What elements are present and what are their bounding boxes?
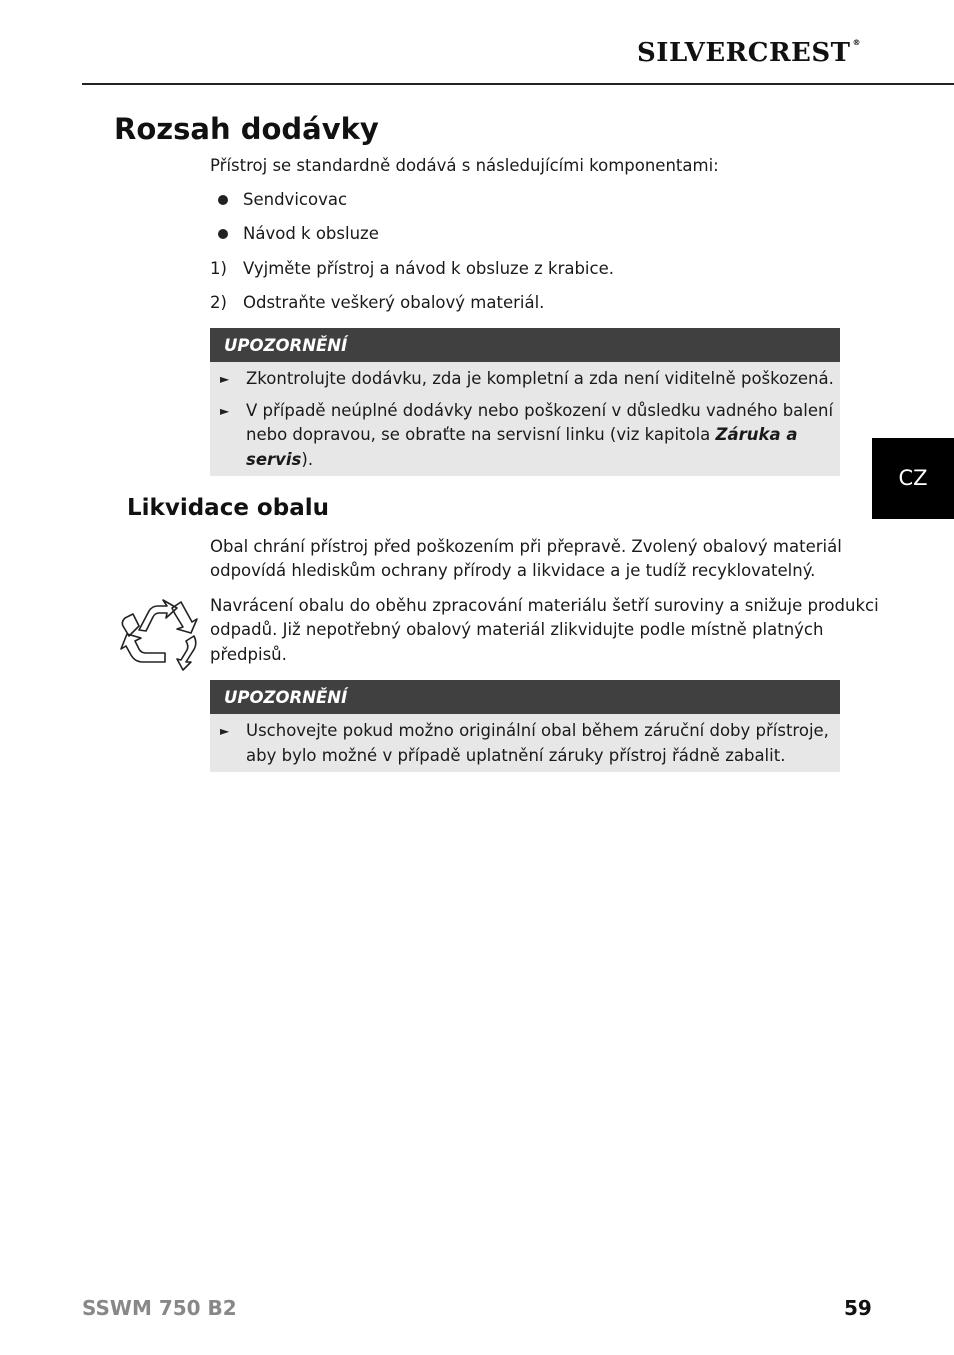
- language-tab: CZ: [872, 438, 954, 519]
- arrow-right-icon: ►: [220, 724, 230, 738]
- list-item: Sendvicovac: [243, 190, 348, 209]
- brand-name: SILVERCREST: [637, 38, 851, 68]
- packaging-paragraph: Navrácení obalu do oběhu zpracování materiálu šetří suroviny a snižuje produkci: [210, 596, 879, 615]
- list-item: Návod k obsluze: [243, 224, 379, 243]
- step-text: Odstraňte veškerý obalový materiál.: [243, 293, 545, 312]
- notice-item: [210, 399, 840, 473]
- registered-mark: ®: [852, 38, 861, 47]
- notice-text: Zkontrolujte dodávku, zda je kompletní a zda není viditelně poškozená.: [246, 369, 834, 388]
- step-number: 2): [210, 293, 227, 312]
- bullet-dot: [218, 229, 228, 239]
- notice-text: V případě neúplné dodávky nebo poškození v důsledku vadného balení: [246, 400, 834, 420]
- step-number: 1): [210, 259, 227, 278]
- notice-box: [210, 680, 840, 772]
- packaging-paragraph: odpadů. Již nepotřebný obalový materiál zlikvidujte podle místně platných: [210, 620, 824, 639]
- recycle-icon: [119, 596, 205, 674]
- packaging-paragraph: předpisů.: [210, 645, 287, 664]
- page-number: 59: [844, 1296, 872, 1320]
- notice-heading: UPOZORNĚNÍ: [210, 328, 840, 362]
- bullet-dot: [218, 195, 228, 205]
- chapter-reference: servis: [246, 449, 302, 469]
- notice-box: [210, 328, 840, 476]
- delivery-intro: Přístroj se standardně dodává s následujícími komponentami:: [210, 156, 719, 175]
- section-title-delivery: Rozsah dodávky: [114, 112, 379, 146]
- arrow-right-icon: ►: [220, 403, 230, 418]
- header-divider: [82, 83, 954, 85]
- chapter-reference: Záruka a: [715, 425, 798, 444]
- arrow-right-icon: ►: [220, 372, 230, 386]
- notice-text: Uschovejte pokud možno originální obal během záruční doby přístroje,: [246, 721, 829, 740]
- packaging-paragraph: Obal chrání přístroj před poškozením při přepravě. Zvolený obalový materiál: [210, 537, 842, 556]
- brand-logo: [637, 38, 861, 68]
- notice-item: [210, 719, 840, 768]
- notice-text: nebo dopravou, se obraťte na servisní linku (viz kapitola: [246, 425, 716, 444]
- notice-text: aby bylo možné v případě uplatnění záruky přístroj řádně zabalit.: [246, 745, 786, 765]
- footer-model: SSWM 750 B2: [82, 1296, 237, 1320]
- notice-item: [210, 367, 840, 392]
- notice-heading: UPOZORNĚNÍ: [210, 680, 840, 714]
- notice-text: ).: [301, 449, 314, 469]
- packaging-paragraph: odpovídá hlediskům ochrany přírody a likvidace a je tudíž recyklovatelný.: [210, 561, 816, 580]
- step-text: Vyjměte přístroj a návod k obsluze z krabice.: [243, 259, 614, 278]
- section-title-packaging: Likvidace obalu: [127, 495, 329, 521]
